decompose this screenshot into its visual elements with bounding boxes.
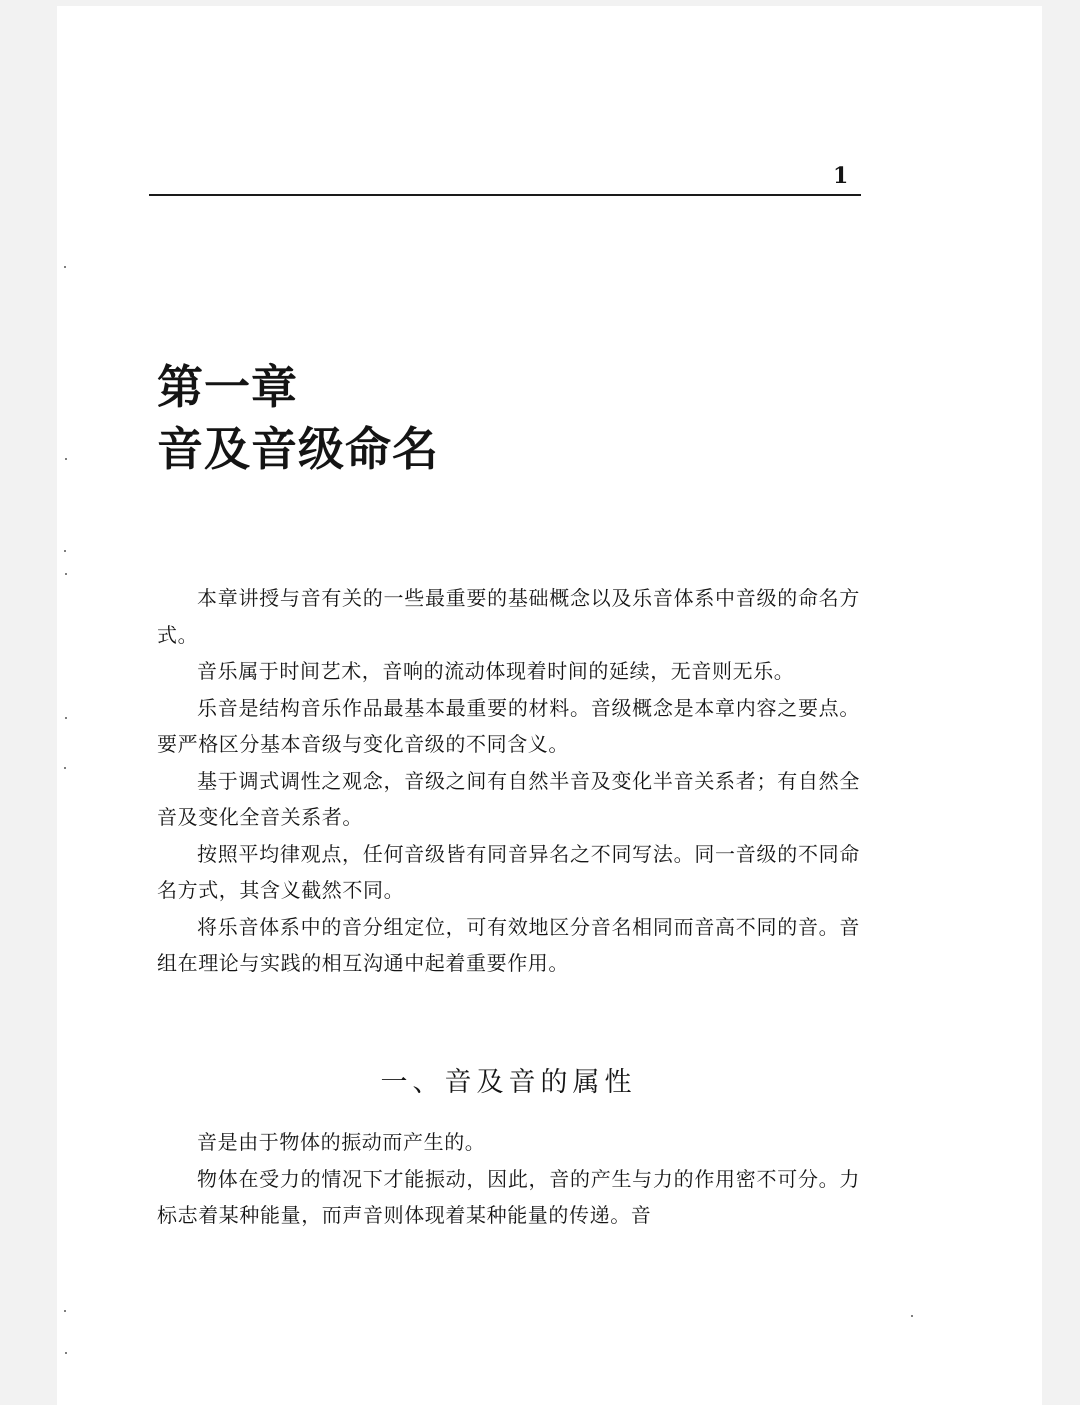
- intro-paragraph: 乐音是结构音乐作品最基本最重要的材料。音级概念是本章内容之要点。要严格区分基本音级与变化音级的不同含义。: [157, 695, 860, 756]
- chapter-name: 音及音级命名: [157, 422, 439, 476]
- intro-paragraph: 音乐属于时间艺术，音响的流动体现着时间的延续，无音则无乐。: [197, 659, 795, 683]
- chapter-intro: [157, 580, 860, 982]
- intro-paragraph: 基于调式调性之观念，音级之间有自然半音及变化半音关系者；有自然全音及变化全音关系者。: [157, 768, 860, 829]
- page-number: 1: [833, 163, 849, 189]
- intro-paragraph: 将乐音体系中的音分组定位，可有效地区分音名相同而音高不同的音。音组在理论与实践的相互沟通中起着重要作用。: [157, 914, 860, 975]
- scan-speck: [65, 1352, 67, 1354]
- scan-speck: [64, 1310, 66, 1312]
- section-body: [157, 1124, 860, 1234]
- chapter-label: 第一章: [157, 360, 298, 414]
- chapter-title: [157, 356, 439, 480]
- section-paragraph: 音是由于物体的振动而产生的。: [197, 1130, 486, 1154]
- scan-speck: [911, 1315, 913, 1317]
- section-heading: 一、音及音的属性: [380, 1067, 637, 1098]
- section-paragraph: 物体在受力的情况下才能振动，因此，音的产生与力的作用密不可分。力标志着某种能量，而声音则体现着某种能量的传递。音: [157, 1166, 860, 1227]
- header-rule: [149, 194, 861, 196]
- scan-speck: [65, 573, 67, 575]
- scan-speck: [64, 266, 66, 268]
- intro-paragraph: 本章讲授与音有关的一些最重要的基础概念以及乐音体系中音级的命名方式。: [157, 586, 860, 647]
- scan-speck: [65, 717, 67, 719]
- scan-speck: [64, 550, 66, 552]
- scan-speck: [65, 458, 67, 460]
- intro-paragraph: 按照平均律观点，任何音级皆有同音异名之不同写法。同一音级的不同命名方式，其含义截然不同。: [157, 841, 860, 902]
- scan-speck: [64, 767, 66, 769]
